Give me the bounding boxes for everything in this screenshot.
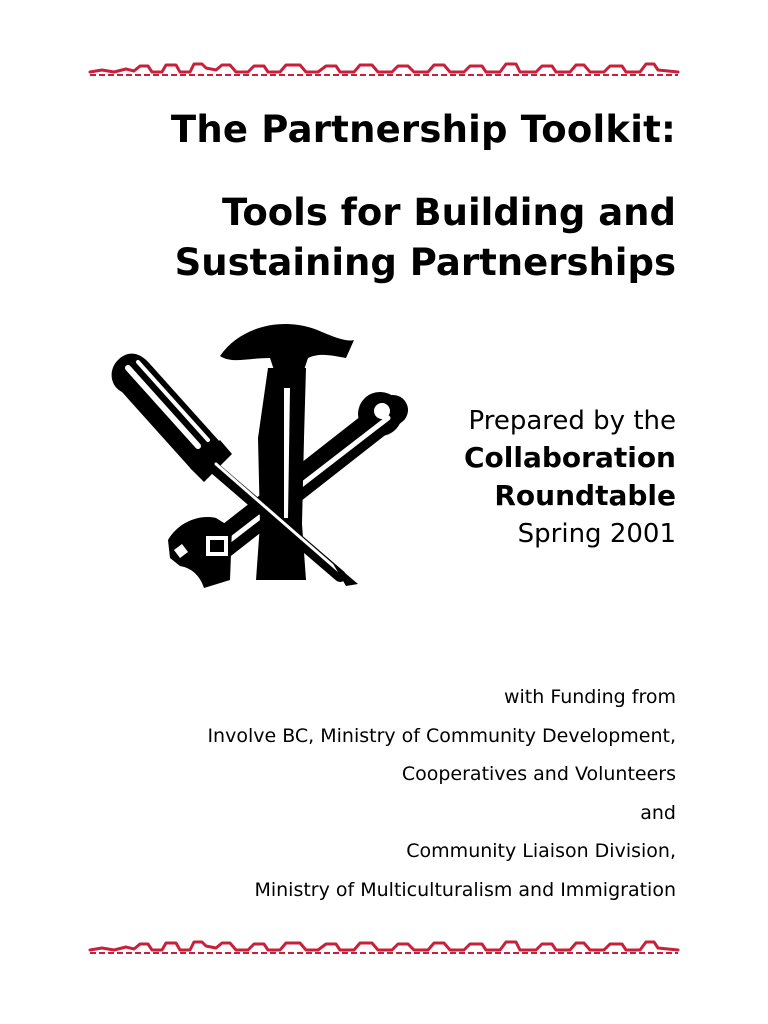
funding-line-1: with Funding from [503, 686, 676, 708]
organization-name-line-2: Roundtable [494, 479, 676, 512]
bottom-decorative-border [88, 938, 680, 958]
prepared-by-label: Prepared by the [468, 406, 676, 436]
prepared-by-block [464, 403, 676, 553]
funding-line-3: Cooperatives and Volunteers [401, 763, 676, 785]
publication-date: Spring 2001 [517, 519, 676, 549]
page-title: The Partnership Toolkit: [170, 108, 676, 151]
tools-icon [108, 318, 408, 590]
funding-line-2: Involve BC, Ministry of Community Development, [207, 724, 676, 747]
page-subtitle [0, 188, 676, 288]
organization-name-line-1: Collaboration [463, 441, 676, 474]
top-decorative-border [88, 60, 680, 80]
title-block [0, 104, 676, 288]
funding-block [207, 678, 676, 909]
funding-line-4: and [640, 801, 676, 824]
subtitle-line-2: Sustaining Partnerships [174, 241, 676, 284]
funding-line-6: Ministry of Multiculturalism and Immigration [254, 878, 676, 901]
funding-line-5: Community Liaison Division, [406, 840, 676, 862]
subtitle-line-1: Tools for Building and [222, 191, 676, 234]
